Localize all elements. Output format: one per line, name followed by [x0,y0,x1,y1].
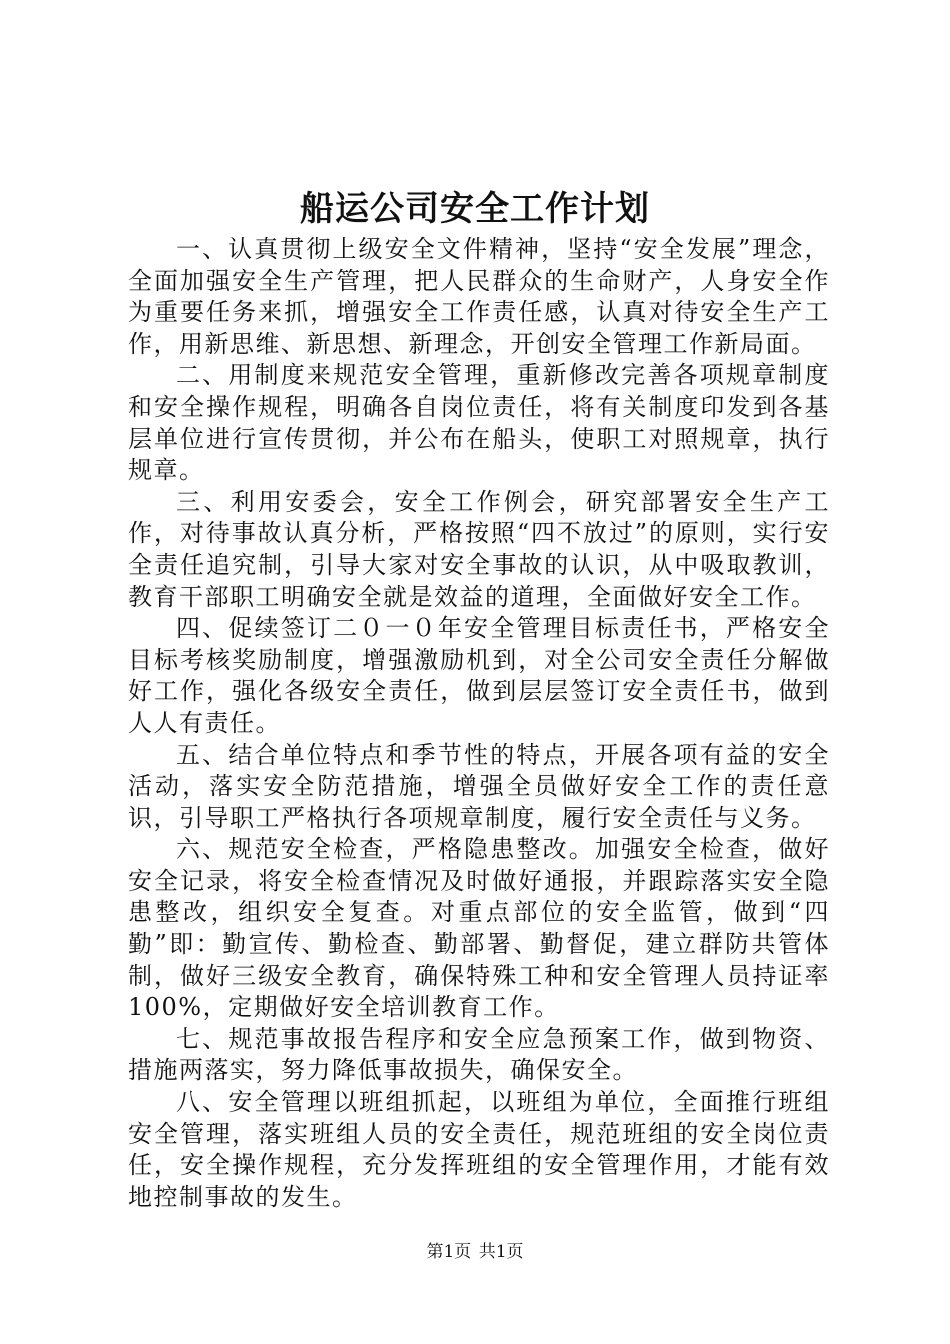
paragraph-3: 三、利用安委会，安全工作例会，研究部署安全生产工作，对待事故认真分析，严格按照“四不放过”的原则，实行安全责任追究制，引导大家对安全事故的认识，从中吸取教训，教育干部职工明确安全就是效益的道理，全面做好安全工作。 [128,487,830,611]
paragraph-4: 四、促续签订二０一０年安全管理目标责任书，严格安全目标考核奖励制度，增强激励机到，对全公司安全责任分解做好工作，强化各级安全责任，做到层层签订安全责任书，做到人人有责任。 [128,614,830,737]
paragraph-6: 六、规范安全检查，严格隐患整改。加强安全检查，做好安全记录，将安全检查情况及时做好通报，并跟踪落实安全隐患整改，组织安全复查。对重点部位的安全监管，做到“四勤”即：勤宣传、勤检查、勤部署、勤督促，建立群防共管体制，做好三级安全教育，确保特殊工种和安全管理人员持证率100%，定期做好安全培训教育工作。 [128,835,830,1022]
document-title: 船运公司安全工作计划 [300,189,650,229]
paragraph-5: 五、结合单位特点和季节性的特点，开展各项有益的安全活动，落实安全防范措施，增强全员做好安全工作的责任意识，引导职工严格执行各项规章制度，履行安全责任与义务。 [128,740,830,832]
paragraph-7: 七、规范事故报告程序和安全应急预案工作，做到物资、措施两落实，努力降低事故损失，确保安全。 [128,1024,830,1085]
paragraph-8: 八、安全管理以班组抓起，以班组为单位，全面推行班组安全管理，落实班组人员的安全责任，规范班组的安全岗位责任，安全操作规程，充分发挥班组的安全管理作用，才能有效地控制事故的发生。 [128,1088,830,1211]
paragraph-1: 一、认真贯彻上级安全文件精神，坚持“安全发展”理念，全面加强安全生产管理，把人民群众的生命财产，人身安全作为重要任务来抓，增强安全工作责任感，认真对待安全生产工作，用新思维、新思想、新理念，开创安全管理工作新局面。 [128,235,830,358]
document-body [128,234,830,1213]
paragraph-2: 二、用制度来规范安全管理，重新修改完善各项规章制度和安全操作规程，明确各自岗位责任，将有关制度印发到各基层单位进行宣传贯彻，并公布在船头，使职工对照规章，执行规章。 [128,361,830,485]
page-number-footer: 第1页 共1页 [426,1242,524,1262]
